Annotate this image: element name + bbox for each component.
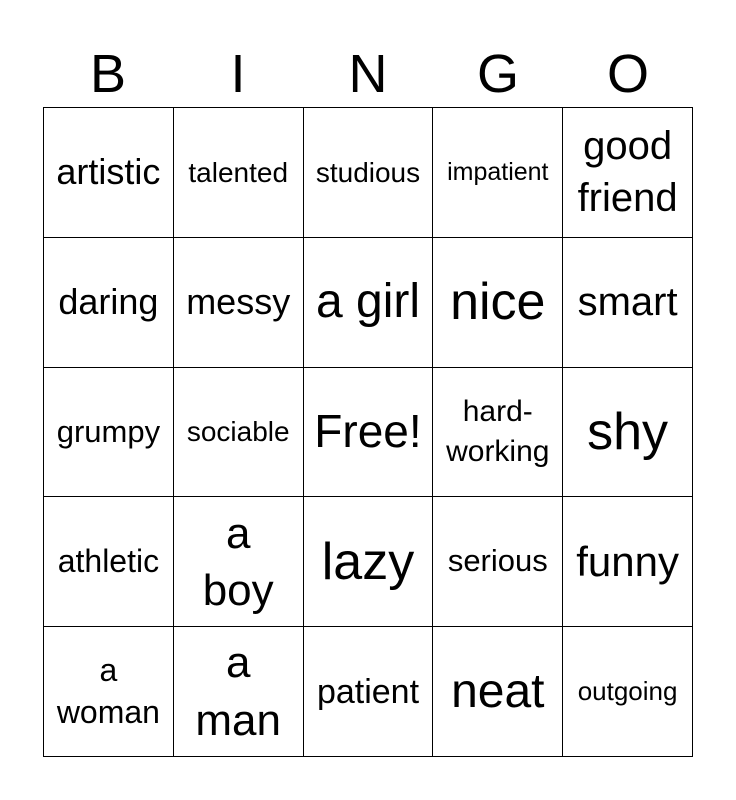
cell-text: impatient [447, 158, 549, 187]
cell-text: smart [577, 279, 678, 324]
cell-text: athletic [57, 542, 160, 579]
cell-text: studious [315, 156, 421, 188]
header-letter-i: I [230, 44, 246, 104]
bingo-cell[interactable] [44, 108, 174, 238]
bingo-header [43, 40, 693, 108]
bingo-cell[interactable] [563, 497, 693, 627]
bingo-cell[interactable] [174, 497, 304, 627]
cell-text: hard-working [446, 395, 550, 468]
cell-text: a woman [56, 652, 160, 730]
cell-text: sociable [186, 416, 290, 448]
bingo-cell[interactable] [304, 497, 434, 627]
bingo-cell[interactable] [44, 238, 174, 368]
cell-text: grumpy [56, 413, 161, 449]
bingo-cell[interactable] [174, 368, 304, 498]
bingo-cell[interactable] [563, 368, 693, 498]
cell-text: a girl [315, 275, 421, 329]
cell-text: funny [576, 538, 679, 586]
cell-text: a boy [202, 508, 274, 615]
bingo-cell[interactable] [44, 368, 174, 498]
bingo-card-grid [43, 107, 693, 757]
header-letter-n: N [348, 44, 388, 104]
bingo-cell[interactable] [174, 238, 304, 368]
bingo-cell[interactable] [174, 108, 304, 238]
bingo-cell[interactable] [44, 627, 174, 757]
bingo-cell[interactable] [44, 497, 174, 627]
cell-text: a man [195, 638, 281, 745]
cell-text: daring [58, 281, 159, 323]
cell-text: neat [451, 664, 545, 718]
bingo-cell[interactable] [304, 238, 434, 368]
bingo-cell[interactable] [433, 238, 563, 368]
bingo-cell[interactable] [563, 238, 693, 368]
bingo-cell[interactable] [174, 627, 304, 757]
bingo-cell[interactable] [433, 627, 563, 757]
cell-text: talented [188, 156, 289, 188]
bingo-cell[interactable] [304, 108, 434, 238]
bingo-cell[interactable] [433, 368, 563, 498]
bingo-cell[interactable] [304, 368, 434, 498]
cell-text: Free! [314, 405, 422, 458]
bingo-cell[interactable] [433, 497, 563, 627]
cell-text: shy [587, 402, 669, 461]
bingo-cell[interactable] [433, 108, 563, 238]
cell-text: messy [186, 281, 291, 323]
cell-text: serious [447, 543, 548, 579]
header-letter-b: B [89, 44, 127, 104]
cell-text: artistic [56, 151, 161, 193]
header-letter-o: O [606, 44, 649, 104]
cell-text: outgoing [577, 676, 678, 707]
cell-text: patient [316, 672, 420, 711]
cell-text: good friend [577, 123, 678, 221]
bingo-cell[interactable] [563, 627, 693, 757]
bingo-cell[interactable] [563, 108, 693, 238]
header-letter-g: G [476, 44, 519, 104]
cell-text: lazy [321, 532, 415, 591]
bingo-cell[interactable] [304, 627, 434, 757]
cell-text: nice [450, 273, 546, 332]
